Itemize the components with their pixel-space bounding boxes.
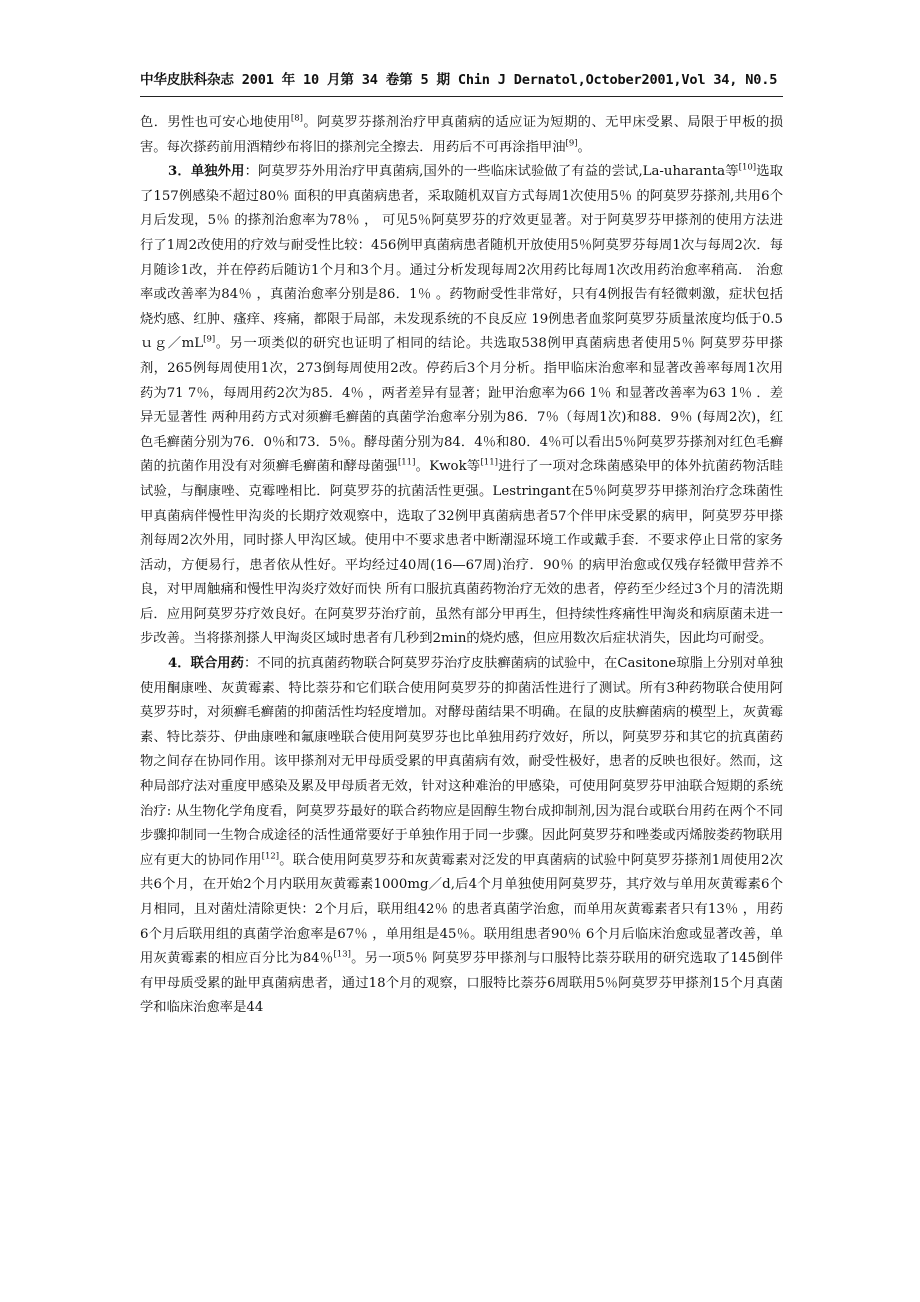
paragraph-1-text-3: 。 [577, 139, 591, 155]
section-heading-3: 3．单独外用 [168, 164, 245, 180]
citation-ref: [12] [261, 851, 280, 862]
paragraph-1-text-2: 。阿莫罗芬搽剂治疗甲真菌病的适应证为短期的、无甲床受累、局限于甲板的损害。每次搽药前用酒精纱布将旧的搽剂完全擦去．用药后不可再涂指甲油 [140, 115, 784, 155]
paragraph-3-text-3: 。另一项5％ 阿莫罗芬甲搽剂与口服特比萘芬联用的研究选取了145倒伴有甲母质受累的趾甲真菌病患者，通过18个月的观察，口服特比萘芬6周联用5％阿莫罗芬甲搽剂15个月真菌学和临床治愈率是44 [140, 951, 783, 1016]
paragraph-2-text-5: 进行了一项对念珠菌感染甲的体外抗菌药物活眭试验，与酮康唑、克霉唑相比．阿莫罗芬的抗菌活性更强。Lestringant在5％阿莫罗芬甲搽剂治疗念珠菌性甲真菌病伴慢性甲沟炎的长期疗效观察中，选取了32例甲真菌病患者57个伴甲床受累的病甲，阿莫罗芬甲搽剂每周2次外用，同时搽人甲沟区域。使用中不要求患者中断潮湿环境工作或戴手套．不要求停止日常的家务活动，方便易行，患者依从性好。平均经过40周(16—67周)治疗．90％ 的病甲治愈或仅残存轻微甲营养不良，对甲周触痛和慢性甲沟炎疗效好而快 所有口服抗真菌药物治疗无效的患者，停药至少经过3个月的清洗期后．应用阿莫罗芬疗效良好。在阿莫罗芬治疗前，虽然有部分甲再生，但持续性疼痛性甲淘炎和病原菌未进一步改善。当将搽剂搽人甲淘炎区域时患者有几秒到2min的烧灼感，但应用数次后症状消失，因此均可耐受。 [140, 459, 784, 647]
paragraph-3-text-1: ：不同的抗真菌药物联合阿莫罗芬治疗皮肤癣菌病的试验中，在Casitone琼脂上分别对单独使用酮康唑、灰黄霉素、特比萘芬和它们联合使用阿莫罗芬的抑菌活性进行了测试。所有3种药物联合使用阿莫罗芬时，对须癣毛癣菌的抑菌活性均轻度增加。对酵母菌结果不明确。在鼠的皮肤癣菌病的模型上，灰黄霉素、特比萘芬、伊曲康唑和氟康唑联合使用阿莫罗芬也比单独用药疗效好，所以，阿莫罗芬和其它的抗真菌药物之间存在协同作用。该甲搽剂对无甲母质受累的甲真菌病有效，耐受性极好，患者的反映也很好。然而，这种局部疗法对重度甲感染及累及甲母质者无效，针对这种难治的甲感染，可使用阿莫罗芬甲油联合短期的系统治疗: 从生物化学角度看，阿莫罗芬最好的联合药物应是固醇生物台成抑制剂,因为混台或联台用药在两个不同步骤抑制同一生物合成途径的活性通常要好于单独作用于同一步骤。因此阿莫罗芬和唑娄或丙烯胺娄药物联用应有更大的协同作用 [140, 656, 783, 868]
citation-ref: [11] [480, 457, 498, 468]
citation-ref: [9] [203, 334, 216, 345]
paragraph-2-text-4: 。Kwok等 [415, 459, 481, 475]
paragraph-1 [140, 111, 783, 160]
section-heading-4: 4．联合用药 [168, 656, 244, 672]
citation-ref: [8] [290, 113, 303, 124]
paragraph-2-text-3: 。另一项类似的研究也证明了相同的结论。共选取538例甲真菌病患者使用5％ 阿莫罗芬甲搽剂，265例每周使用1次，273倒每周使用2改。停药后3个月分析。指甲临床治愈率和显著改善率每周1次用药为71 7％，每周用药2次为85．4％ ，两者差异有显著；趾甲治愈率为66 1％ 和显著改善率为63 1％ ．差异无显著性 两种用药方式对须癣毛癣菌的真菌学治愈率分别为86．7％（每周1次)和88．9％ (每周2次)，红色毛癣菌分别为76．0％和73．5％。酵母菌分别为84．4％和80．4％可以看出5％阿莫罗芬搽剂对红色毛癣菌的抗菌作用没有对须癣毛癣菌和酵母菌强 [140, 336, 783, 475]
article-body [140, 111, 783, 1021]
paragraph-3 [140, 652, 783, 1021]
header-divider [140, 96, 783, 97]
paragraph-1-text-1: 色．男性也可安心地使用 [140, 115, 291, 130]
citation-ref: [9] [565, 138, 578, 149]
paragraph-2-text-2: 选取了157例感染不超过80％ 面积的甲真菌病患者，采取随机双盲方式每周1次使用5％ 的阿莫罗芬搽剂,共用6个月后发现，5％ 的搽剂治愈率为78％ ， 可见5％阿莫罗芬的疗效更显著。对于阿莫罗芬甲搽剂的使用方法进行了1周2改使用的疗效与耐受性比较：456例甲真菌病患者随机开放使用5％阿莫罗芬每周1次与每周2次．每月随诊1改，并在停药后随访1个月和3个月。通过分析发现每周2次用药比每周1次改用药治愈率稍高． 治愈率或改善率为84％ ，真菌治愈率分别是86．1％ 。药物耐受性非常好，只有4例报告有轻微刺激，症状包括烧灼感、红肿、瘙痒、疼痛，都限于局部，未发现系统的不良反应 19例患者血浆阿莫罗芬质量浓度均低于0.5 ｕｇ／mL [140, 164, 783, 352]
citation-ref: [13] [333, 949, 351, 960]
journal-header: 中华皮肤科杂志 2001 年 10 月第 34 卷第 5 期 Chin J Dernatol,October2001,Vol 34, N0.5 [140, 72, 778, 88]
paragraph-2 [140, 160, 783, 652]
citation-ref: [11] [397, 457, 416, 468]
paragraph-3-text-2: 。联合使用阿莫罗芬和灰黄霉素对泛发的甲真菌病的试验中阿莫罗芬搽剂1周使用2次共6个月，在开始2个月内联用灰黄霉素1000mg／d,后4个月单独使用阿莫罗芬，其疗效与单用灰黄霉素6个月相同，且对菌灶清除更快：2个月后，联用组42％ 的患者真菌学治愈，而单用灰黄霉素者只有13％ ，用药6个月后联用组的真菌学治愈率是67％ ，单用组是45％。联用组患者90％ 6个月后临床治愈或显著改善，单用灰黄霉素的相应百分比为84％ [140, 852, 783, 967]
citation-ref: [10] [738, 162, 757, 173]
paragraph-2-text-1: ：阿莫罗芬外用治疗甲真菌病,国外的一些临床试验做了有益的尝试,La-uharanta等 [244, 164, 739, 180]
